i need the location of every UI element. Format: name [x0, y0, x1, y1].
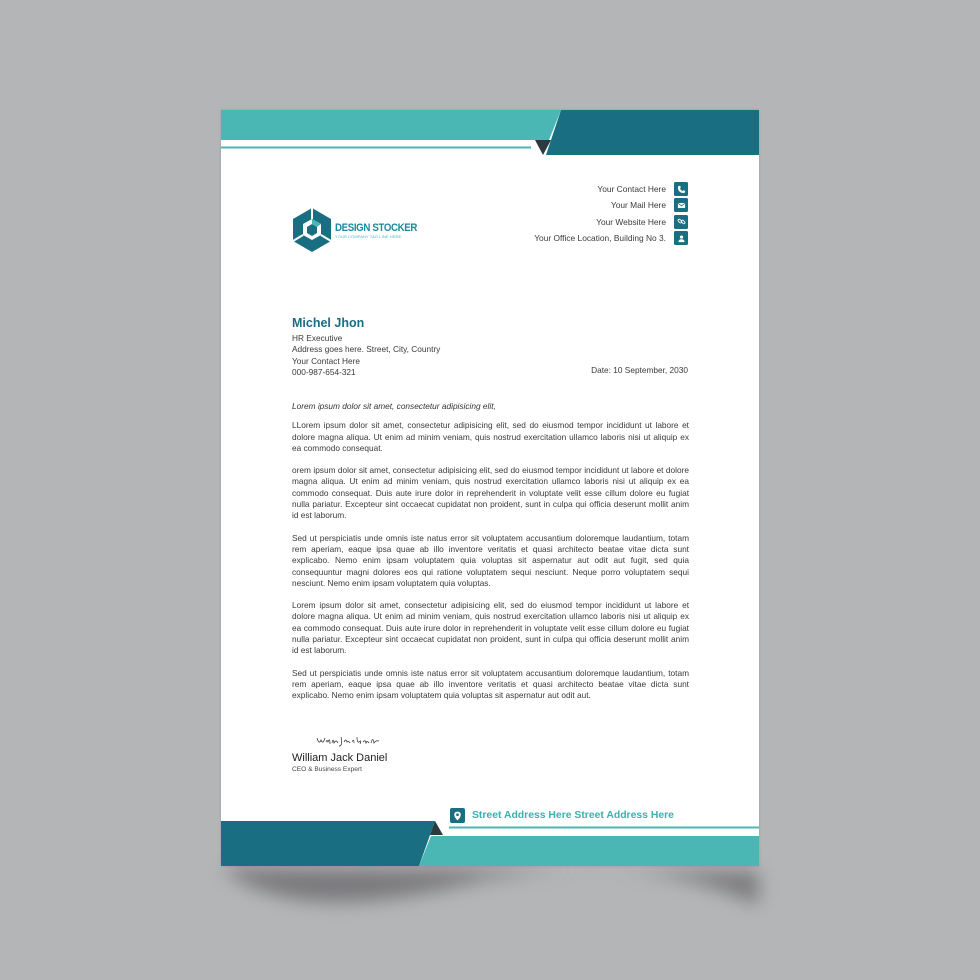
paragraph: LLorem ipsum dolor sit amet, consectetur adipisicing elit, sed do eiusmod tempor incididunt ut labore et dolore magna aliqua. Ut enim ad minim veniam, quis nostrud exercitation ullamco laboris nisi ut aliquip ex ea commodo consequat. [292, 420, 689, 453]
location-user-icon [674, 231, 688, 245]
recipient-name: Michel Jhon [292, 316, 365, 330]
letterhead-page [221, 110, 759, 866]
letter-date: Date: 10 September, 2030 [591, 365, 688, 375]
recipient-address: Address goes here. Street, City, Country [292, 344, 441, 355]
contact-office-text: Your Office Location, Building No 3. [534, 233, 666, 244]
contact-website-text: Your Website Here [596, 216, 666, 227]
logo-name: DESIGN STOCKER [335, 221, 418, 234]
contact-mail-text: Your Mail Here [610, 200, 666, 211]
contact-list [534, 181, 688, 246]
header-light-band [221, 110, 561, 140]
header-dark-band [546, 110, 759, 155]
map-pin-icon [450, 808, 465, 823]
recipient-block [292, 316, 440, 379]
company-logo [291, 207, 428, 253]
phone-icon [674, 182, 688, 196]
paragraph: orem ipsum dolor sit amet, consectetur adipisicing elit, sed do eiusmod tempor incididunt ut labore et dolore magna aliqua. Ut enim ad minim veniam, quis nostrud exercitation ullamco laboris nisi ut aliquip ex ea commodo consequat. Duis aute irure dolor in reprehenderit in voluptate velit esse cillum dolore eu fugiat nulla pariatur. Excepteur sint occaecat cupidatat non proident, sunt in culpa qui officia deserunt mollit anim id est laborum. [292, 465, 689, 521]
paragraph: Lorem ipsum dolor sit amet, consectetur adipisicing elit, sed do eiusmod tempor incididunt ut labore et dolore magna aliqua. Ut enim ad minim veniam, quis nostrud exercitation ullamco laboris nisi ut aliquip ex ea commodo consequat. Duis aute irure dolor in reprehenderit in voluptate velit esse cillum dolore eu fugiat nulla pariatur. Excepteur sint occaecat cupidatat non proident, sunt in culpa qui officia deserunt mollit anim id est laborum. [292, 600, 689, 656]
handwritten-signature [316, 734, 380, 748]
footer-light-band [419, 836, 759, 866]
signer-name: William Jack Daniel [292, 752, 388, 764]
mail-icon [674, 198, 688, 212]
signer-title: CEO & Business Expert [292, 766, 362, 773]
paragraph: Sed ut perspiciatis unde omnis iste natus error sit voluptatem accusantium doloremque laudantium, totam rem aperiam, eaque ipsa quae ab illo inventore veritatis et quasi architecto beatae vitae dicta sunt explicabo. Nemo enim ipsam voluptatem quia voluptas sit aspernatur aut odit aut. [292, 667, 689, 701]
contact-row-mail [534, 197, 688, 213]
footer-address [450, 808, 674, 823]
logo-tagline: YOUR COMPANY TAG LINE HERE [335, 233, 402, 239]
footer-address-text: Street Address Here Street Address Here [472, 810, 674, 821]
cube-logo-icon [291, 207, 333, 253]
contact-row-phone [534, 181, 688, 197]
link-icon [674, 215, 688, 229]
recipient-contact: Your Contact Here [292, 355, 360, 366]
contact-row-website [534, 214, 688, 230]
signature-block [292, 734, 387, 775]
contact-phone-text: Your Contact Here [597, 184, 666, 195]
contact-row-office [534, 230, 688, 246]
recipient-title: HR Executive [292, 333, 343, 343]
recipient-phone: 000-987-654-321 [292, 367, 356, 378]
paragraph: Sed ut perspiciatis unde omnis iste natus error sit voluptatem accusantium doloremque laudantium, totam rem aperiam, eaque ipsa quae ab illo inventore veritatis et quasi architecto beatae vitae dicta sunt explicabo. Nemo enim ipsam voluptatem quia voluptas sit aspernatur aut odit aut fugit, sed quia consequuntur magni dolores eos qui ratione voluptatem sequi nesciunt. Neque porro voluptatem sequi nesciunt. Nemo enim ipsam voluptatem quia voluptas. [292, 532, 689, 588]
letter-body [292, 401, 689, 713]
letter-intro: Lorem ipsum dolor sit amet, consectetur adipisicing elit, [292, 401, 496, 411]
footer-dark-band [221, 821, 435, 866]
